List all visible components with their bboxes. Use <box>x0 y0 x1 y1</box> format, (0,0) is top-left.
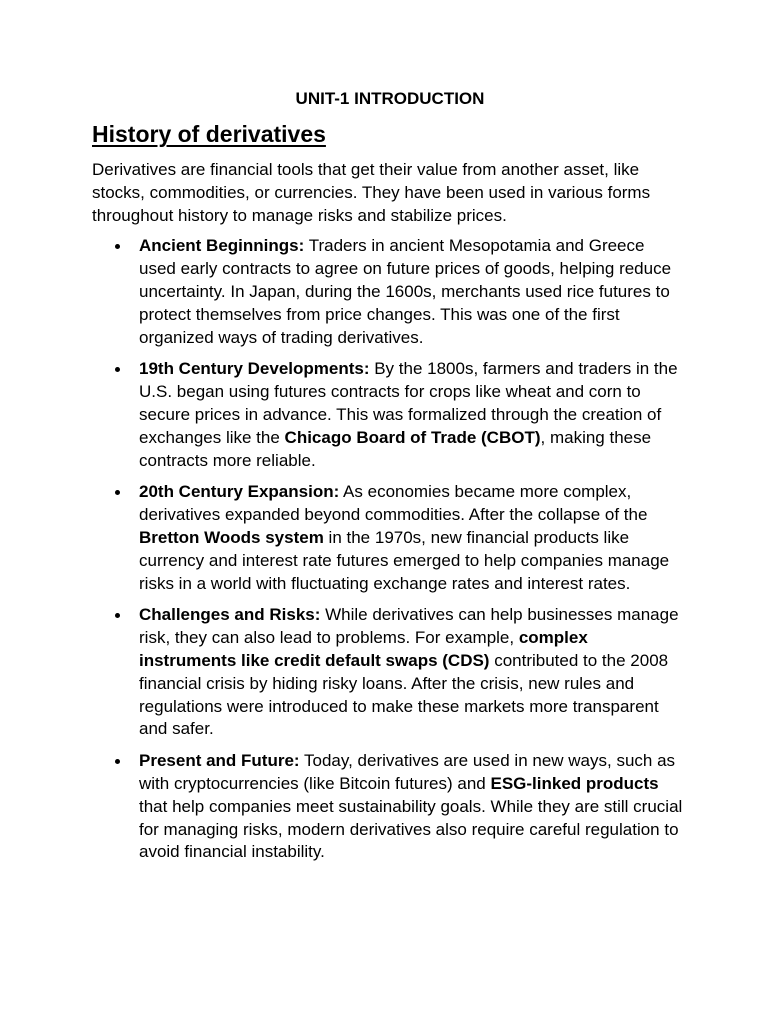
item-text: in the 1970s, new financial products like currency and interest rate futures emerged to help companies manage risks in a world with fluctuating exchange rates and interest rates. <box>139 527 670 593</box>
bullet-icon <box>115 759 120 764</box>
item-label: Ancient Beginnings: <box>139 236 305 256</box>
bullet-icon <box>115 367 120 372</box>
item-text: contributed to the 2008 financial crisis by hiding risky loans. After the crisis, new rules and regulations were introduced to make these markets more transparent and safer. <box>139 650 669 739</box>
bullet-icon <box>115 244 120 249</box>
item-text: While derivatives can help businesses manage risk, they can also lead to problems. For example, <box>139 605 679 648</box>
list-item <box>139 358 684 472</box>
history-list <box>92 235 684 864</box>
section-heading: History of derivatives <box>92 121 326 147</box>
list-item <box>139 481 684 595</box>
item-label: Challenges and Risks: <box>139 605 321 625</box>
item-text: that help companies meet sustainability goals. While they are still crucial for managing risks, modern derivatives also require careful regulation to avoid financial instability. <box>139 796 683 862</box>
item-emphasis: Chicago Board of Trade (CBOT) <box>284 427 541 447</box>
item-emphasis: complex instruments like credit default swaps (CDS) <box>139 628 588 670</box>
document-page <box>92 86 692 873</box>
bullet-icon <box>115 613 120 618</box>
item-text: As economies became more complex, derivatives expanded beyond commodities. After the collapse of the <box>139 482 648 525</box>
item-label: Present and Future: <box>139 751 300 771</box>
item-text: Today, derivatives are used in new ways, such as with cryptocurrencies (like Bitcoin futures) and <box>139 751 676 793</box>
list-item <box>139 750 684 864</box>
item-label: 20th Century Expansion: <box>139 482 340 502</box>
item-text: By the 1800s, farmers and traders in the U.S. began using futures contracts for crops like wheat and corn to secure prices in advance. This was formalized through the creation of exchanges like the <box>139 359 678 447</box>
intro-paragraph: Derivatives are financial tools that get their value from another asset, like stocks, commodities, or currencies. They have been used in various forms throughout history to manage risks and stabilize prices. <box>92 160 651 225</box>
bullet-icon <box>115 490 120 495</box>
item-text: , making these contracts more reliable. <box>139 427 652 470</box>
list-item <box>139 235 684 349</box>
unit-title: UNIT-1 INTRODUCTION <box>295 89 485 108</box>
item-text: Traders in ancient Mesopotamia and Greece used early contracts to agree on future prices of goods, helping reduce uncertainty. In Japan, during the 1600s, merchants used rice futures to protect themselves from price changes. This was one of the first organized ways of trading derivatives. <box>139 236 672 347</box>
item-label: 19th Century Developments: <box>139 359 370 379</box>
list-item <box>139 604 684 741</box>
item-emphasis: ESG-linked products <box>490 773 659 793</box>
item-emphasis: Bretton Woods system <box>139 527 324 547</box>
